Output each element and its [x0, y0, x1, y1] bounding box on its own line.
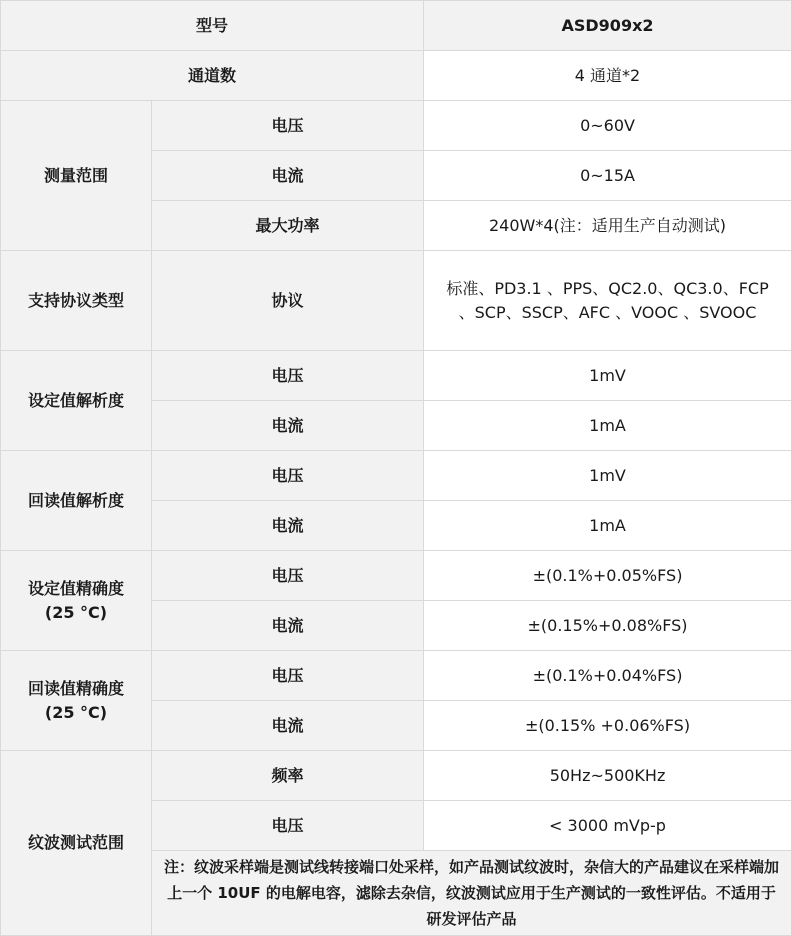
row-read-resolution-voltage — [1, 451, 791, 501]
read-accuracy-voltage-value: ±(0.1%+0.04%FS) — [424, 651, 791, 701]
model-value: ASD909x2 — [424, 1, 791, 51]
protocol-value-line1: 标准、PD3.1 、PPS、QC2.0、QC3.0、FCP — [430, 277, 785, 301]
set-accuracy-label-line1: 设定值精确度 — [7, 577, 145, 601]
ripple-voltage-label: 电压 — [152, 801, 424, 851]
measure-voltage-value: 0~60V — [424, 101, 791, 151]
set-accuracy-current-value: ±(0.15%+0.08%FS) — [424, 601, 791, 651]
row-read-accuracy-voltage — [1, 651, 791, 701]
read-accuracy-current-value: ±(0.15% +0.06%FS) — [424, 701, 791, 751]
set-resolution-current-label: 电流 — [152, 401, 424, 451]
read-resolution-voltage-value: 1mV — [424, 451, 791, 501]
row-ripple-frequency — [1, 751, 791, 801]
row-channels — [1, 51, 791, 101]
set-accuracy-label — [1, 551, 152, 651]
ripple-range-label: 纹波测试范围 — [1, 751, 152, 936]
read-accuracy-label-line1: 回读值精确度 — [7, 677, 145, 701]
set-accuracy-voltage-value: ±(0.1%+0.05%FS) — [424, 551, 791, 601]
set-resolution-voltage-label: 电压 — [152, 351, 424, 401]
channels-label: 通道数 — [1, 51, 424, 101]
protocol-sub-label: 协议 — [152, 251, 424, 351]
row-set-resolution-voltage — [1, 351, 791, 401]
measure-voltage-label: 电压 — [152, 101, 424, 151]
channels-value: 4 通道*2 — [424, 51, 791, 101]
row-protocol — [1, 251, 791, 351]
ripple-frequency-value: 50Hz~500KHz — [424, 751, 791, 801]
measure-power-value: 240W*4(注：适用生产自动测试) — [424, 201, 791, 251]
read-accuracy-label — [1, 651, 152, 751]
set-accuracy-current-label: 电流 — [152, 601, 424, 651]
read-resolution-label: 回读值解析度 — [1, 451, 152, 551]
protocol-value — [424, 251, 791, 351]
read-accuracy-voltage-label: 电压 — [152, 651, 424, 701]
read-resolution-current-value: 1mA — [424, 501, 791, 551]
set-resolution-label: 设定值解析度 — [1, 351, 152, 451]
ripple-note: 注：纹波采样端是测试线转接端口处采样，如产品测试纹波时，杂信大的产品建议在采样端加上一个 10UF 的电解电容，滤除去杂信，纹波测试应用于生产测试的一致性评估。不适用于研发评估产品 — [152, 851, 791, 936]
ripple-frequency-label: 频率 — [152, 751, 424, 801]
model-label: 型号 — [1, 1, 424, 51]
set-resolution-current-value: 1mA — [424, 401, 791, 451]
ripple-voltage-value: < 3000 mVp-p — [424, 801, 791, 851]
set-resolution-voltage-value: 1mV — [424, 351, 791, 401]
read-resolution-voltage-label: 电压 — [152, 451, 424, 501]
read-accuracy-label-line2: (25 °C) — [7, 701, 145, 725]
measure-range-label: 测量范围 — [1, 101, 152, 251]
measure-current-label: 电流 — [152, 151, 424, 201]
row-set-accuracy-voltage — [1, 551, 791, 601]
measure-power-label: 最大功率 — [152, 201, 424, 251]
set-accuracy-label-line2: (25 °C) — [7, 601, 145, 625]
set-accuracy-voltage-label: 电压 — [152, 551, 424, 601]
protocol-value-line2: 、SCP、SSCP、AFC 、VOOC 、SVOOC — [430, 301, 785, 325]
read-accuracy-current-label: 电流 — [152, 701, 424, 751]
protocol-label: 支持协议类型 — [1, 251, 152, 351]
row-measure-voltage — [1, 101, 791, 151]
read-resolution-current-label: 电流 — [152, 501, 424, 551]
row-model — [1, 1, 791, 51]
measure-current-value: 0~15A — [424, 151, 791, 201]
